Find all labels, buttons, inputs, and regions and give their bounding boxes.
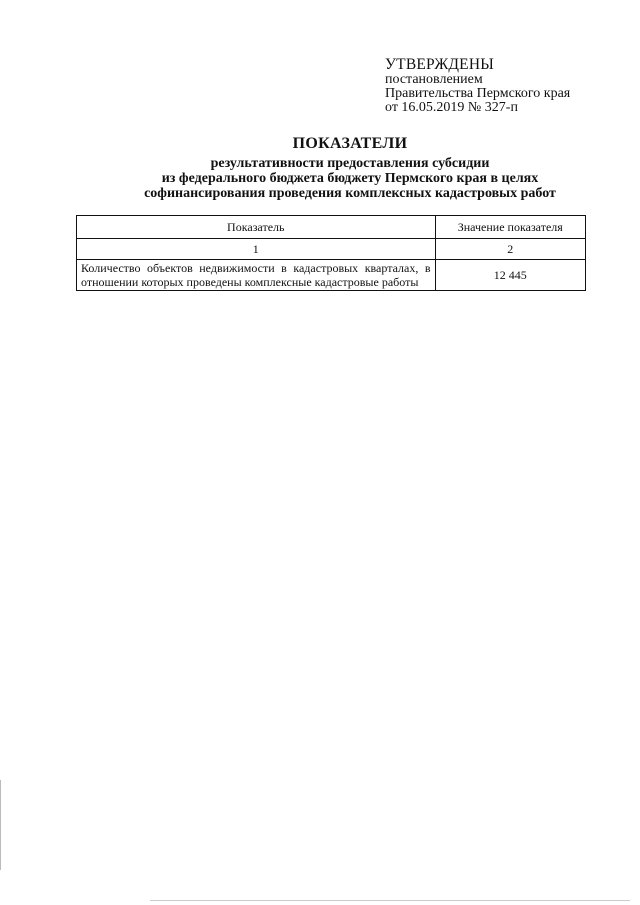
scan-edge-mark: [0, 780, 1, 870]
column-number: 2: [435, 239, 585, 260]
approval-line: Правительства Пермского края: [385, 86, 571, 101]
document-title: ПОКАЗАТЕЛИ: [292, 135, 408, 152]
column-header: Значение показателя: [435, 216, 585, 239]
subtitle-line: софинансирования проведения комплексных кадастровых работ: [144, 186, 556, 201]
subtitle-line: из федерального бюджета бюджету Пермского края в целях: [161, 171, 539, 186]
subtitle-line: результативности предоставления субсидии: [210, 156, 490, 171]
approval-line: от 16.05.2019 № 327-п: [385, 100, 518, 115]
approval-stamp: [385, 56, 625, 115]
table-header-row: [77, 216, 586, 239]
indicators-table: [76, 215, 586, 291]
approval-line: постановлением: [385, 72, 483, 87]
indicator-cell: Количество объектов недвижимости в кадастровых кварталах, в отношении которых проведены комплексные кадастровые работы: [77, 260, 436, 291]
document-subtitle: [60, 156, 640, 201]
approval-heading: УТВЕРЖДЕНЫ: [385, 56, 494, 73]
column-header: Показатель: [77, 216, 436, 239]
scan-bottom-edge: [150, 900, 630, 901]
column-number-row: [77, 239, 586, 260]
value-cell: 12 445: [435, 260, 585, 291]
table-row: [77, 260, 586, 291]
column-number: 1: [77, 239, 436, 260]
